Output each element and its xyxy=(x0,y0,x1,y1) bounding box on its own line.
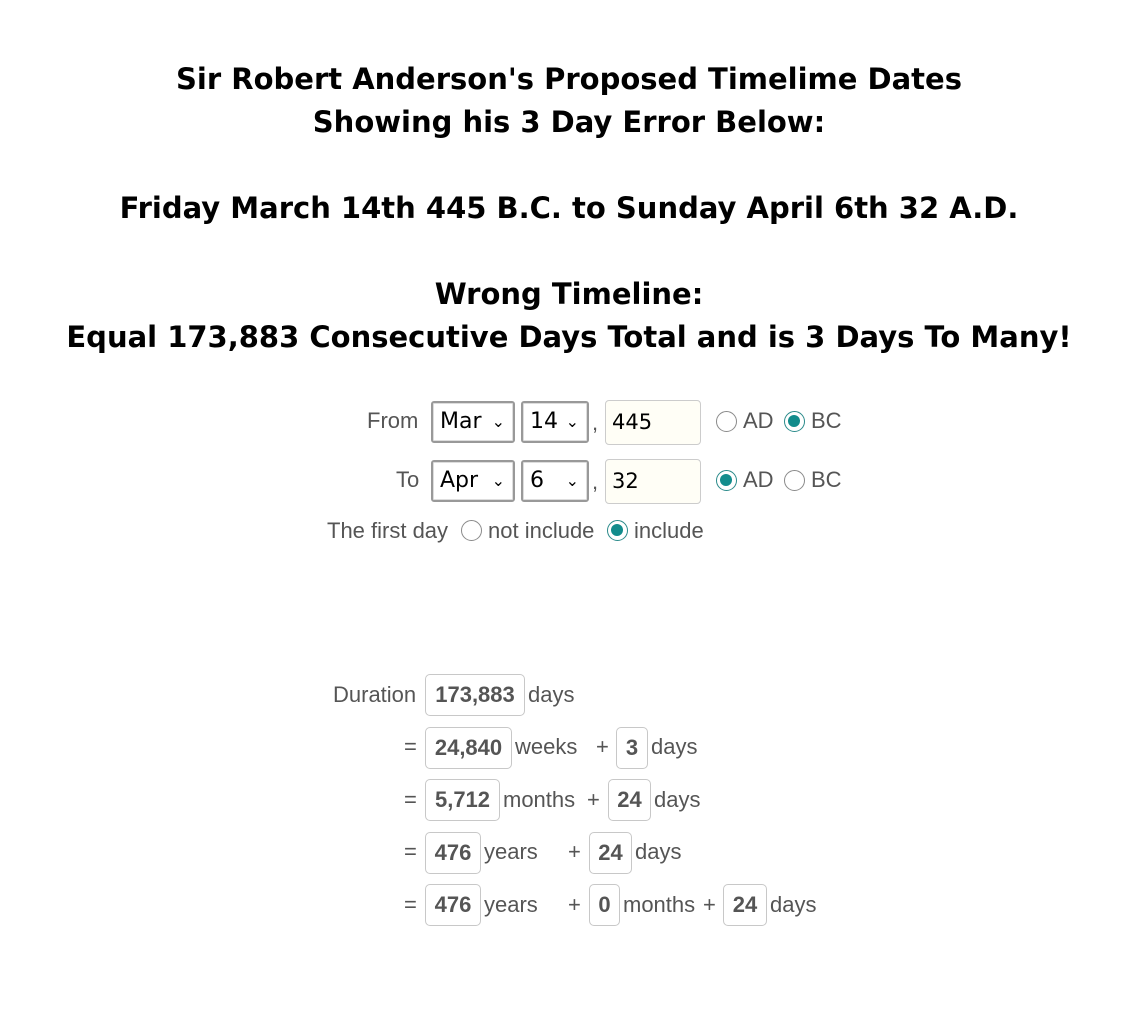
from-year-input[interactable]: 445 xyxy=(605,400,701,445)
days-unit: days xyxy=(528,682,575,707)
to-label: To xyxy=(396,467,420,492)
from-day-select[interactable] xyxy=(521,401,589,443)
equals-sign: = xyxy=(404,892,417,917)
to-year-input[interactable]: 32 xyxy=(605,459,701,504)
from-bc-radio[interactable] xyxy=(784,411,805,432)
first-day-label: The first day xyxy=(327,518,449,543)
heading-line-2: Showing his 3 Day Error Below: xyxy=(312,105,826,139)
plus-sign: + xyxy=(596,734,609,759)
months-remainder-days-output: 24 xyxy=(608,779,651,821)
ymd-years-output: 476 xyxy=(425,884,481,926)
to-month-select[interactable] xyxy=(431,460,515,502)
heading-line-3: Friday March 14th 445 B.C. to Sunday April 6th 32 A.D. xyxy=(119,191,1019,225)
chevron-down-icon: ⌄ xyxy=(491,471,505,490)
plus-sign: + xyxy=(568,892,581,917)
include-radio[interactable] xyxy=(607,520,628,541)
date-separator: , xyxy=(592,469,599,494)
chevron-down-icon: ⌄ xyxy=(565,471,579,490)
months-unit: months xyxy=(503,787,576,812)
from-label: From xyxy=(367,408,419,433)
total-days-output: 173,883 xyxy=(425,674,525,716)
weeks-output: 24,840 xyxy=(425,727,512,769)
days-unit: days xyxy=(770,892,817,917)
page-heading xyxy=(0,58,1138,359)
equals-sign: = xyxy=(404,839,417,864)
years-unit: years xyxy=(484,839,538,864)
from-bc-label: BC xyxy=(811,408,842,433)
weeks-remainder-days-output: 3 xyxy=(616,727,648,769)
ymd-days-output: 24 xyxy=(723,884,767,926)
equals-sign: = xyxy=(404,734,417,759)
include-label: include xyxy=(634,518,704,543)
years-output: 476 xyxy=(425,832,481,874)
plus-sign: + xyxy=(568,839,581,864)
plus-sign: + xyxy=(703,892,716,917)
from-ad-radio[interactable] xyxy=(716,411,737,432)
plus-sign: + xyxy=(587,787,600,812)
duration-label: Duration xyxy=(333,682,417,707)
to-day-value: 6 xyxy=(530,468,544,493)
years-remainder-days-output: 24 xyxy=(589,832,632,874)
heading-line-1: Sir Robert Anderson's Proposed Timelime Dates xyxy=(176,62,962,96)
years-unit: years xyxy=(484,892,538,917)
ymd-months-output: 0 xyxy=(589,884,620,926)
to-bc-label: BC xyxy=(811,467,842,492)
to-ad-label: AD xyxy=(743,467,774,492)
from-ad-label: AD xyxy=(743,408,774,433)
weeks-unit: weeks xyxy=(515,734,578,759)
days-unit: days xyxy=(635,839,682,864)
to-month-value: Apr xyxy=(440,468,479,493)
date-separator: , xyxy=(592,410,599,435)
equals-sign: = xyxy=(404,787,417,812)
heading-line-5: Equal 173,883 Consecutive Days Total and is 3 Days To Many! xyxy=(66,320,1072,354)
to-bc-radio[interactable] xyxy=(784,470,805,491)
months-unit: months xyxy=(623,892,696,917)
not-include-label: not include xyxy=(488,518,595,543)
to-day-select[interactable] xyxy=(521,460,589,502)
days-unit: days xyxy=(654,787,701,812)
from-month-select[interactable] xyxy=(431,401,515,443)
chevron-down-icon: ⌄ xyxy=(491,412,505,431)
months-output: 5,712 xyxy=(425,779,500,821)
chevron-down-icon: ⌄ xyxy=(565,412,579,431)
not-include-radio[interactable] xyxy=(461,520,482,541)
days-unit: days xyxy=(651,734,698,759)
from-day-value: 14 xyxy=(530,409,558,434)
heading-line-4: Wrong Timeline: xyxy=(434,277,704,311)
to-ad-radio[interactable] xyxy=(716,470,737,491)
from-month-value: Mar xyxy=(440,409,482,434)
